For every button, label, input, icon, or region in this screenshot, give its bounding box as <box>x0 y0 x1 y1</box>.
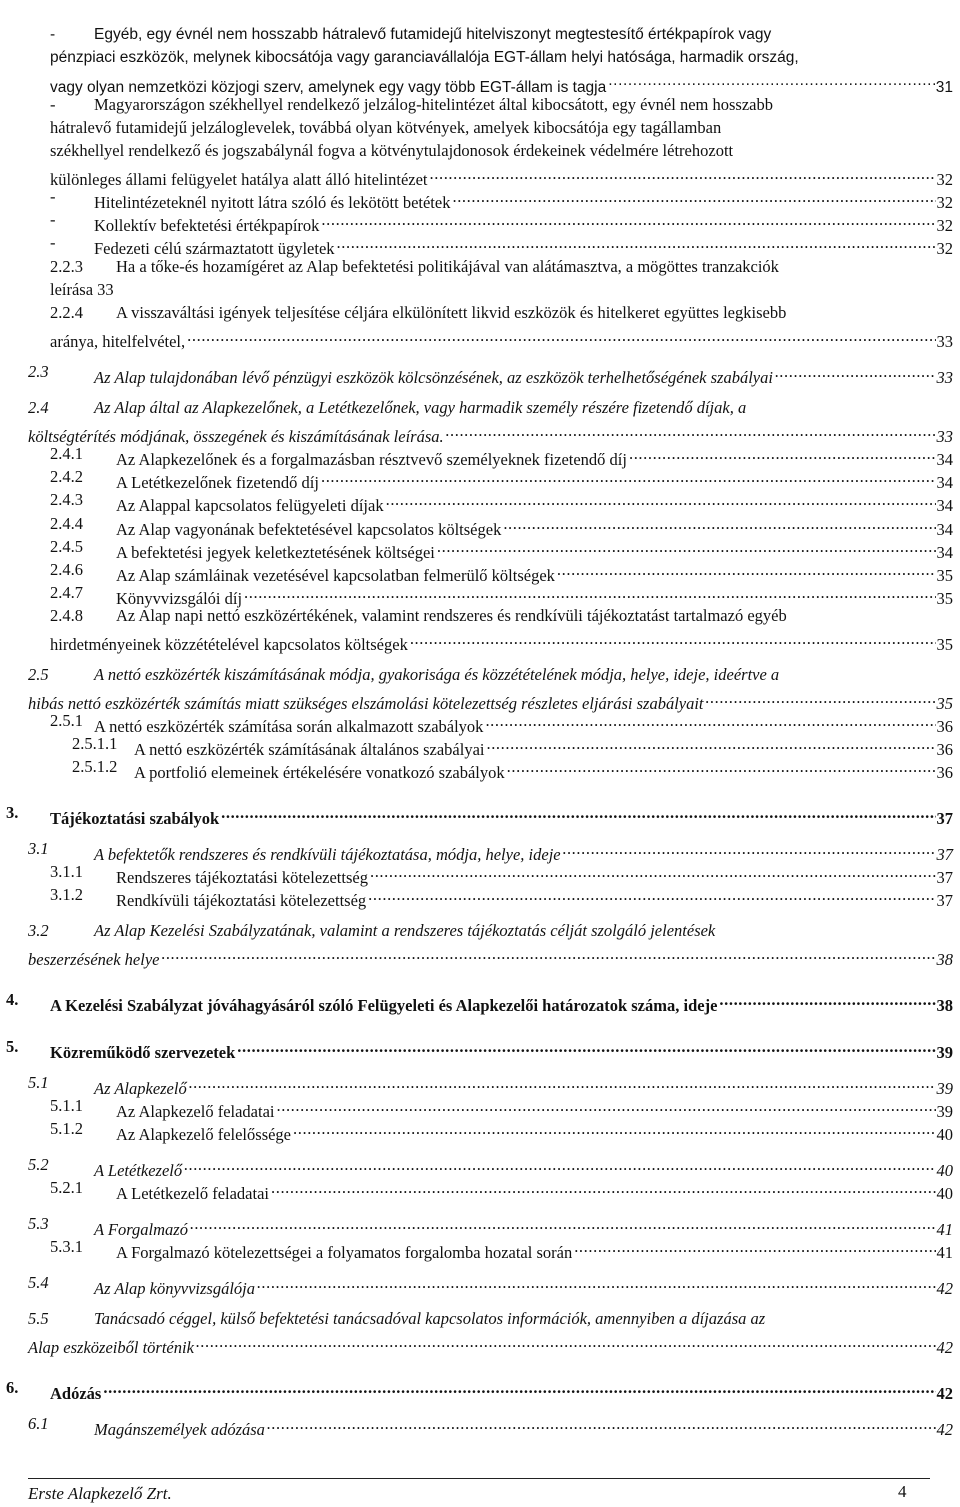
toc-entry-number: 5.3 <box>28 1214 49 1233</box>
toc-entry-title: hátralevő futamidejű jelzáloglevelek, továbbá olyan kötvények, amelyek kibocsátója egy tagállamban <box>50 118 722 137</box>
toc-entry-title: hibás nettó eszközérték számítás miatt szükséges elszámolási kötelezettség részletes eljárási szabályait <box>28 694 704 713</box>
toc-entry-title: beszerzésének helye <box>28 950 160 969</box>
toc-entry-title: költségtérítés módjának, összegének és kiszámításának leírása. <box>28 427 444 446</box>
toc-entry-number: 5.2.1 <box>50 1178 83 1197</box>
dot-leader <box>606 70 935 92</box>
toc-entry-number: 2.3 <box>28 362 49 381</box>
toc-entry-title: A befektetők rendszeres és rendkívüli tájékoztatása, módja, helye, ideje <box>94 845 561 864</box>
dot-leader <box>717 989 935 1011</box>
toc-entry-number: 5.3.1 <box>50 1237 83 1256</box>
toc-entry-number: 2.4.7 <box>50 583 83 602</box>
toc-entry-number: 2.2.3 <box>50 257 83 276</box>
toc-entry-title: Egyéb, egy évnél nem hosszabb hátralevő futamidejű hitelviszonyt megtestesítő értékpapírok vagy <box>94 26 772 43</box>
toc-entry-number: 2.2.4 <box>50 303 83 322</box>
toc-entry-page: 33 <box>936 368 953 387</box>
toc-entry-page: 40 <box>936 1161 953 1180</box>
toc-entry-number: 5.1 <box>28 1073 49 1092</box>
toc-entry-title: Rendszeres tájékoztatási kötelezettség <box>116 868 368 887</box>
toc-entry-number: 2.4.1 <box>50 444 83 463</box>
dot-leader <box>501 513 935 535</box>
toc-entry-page: 34 <box>936 496 953 515</box>
dot-leader <box>187 1072 936 1094</box>
toc-entry-page: 33 <box>936 332 953 351</box>
toc-entry-page: 35 <box>936 694 953 713</box>
dot-leader <box>255 1272 935 1294</box>
dot-leader <box>291 1118 935 1140</box>
toc-entry-number: 5.2 <box>28 1155 49 1174</box>
dot-leader <box>627 443 936 465</box>
toc-entry-page: 37 <box>936 809 953 828</box>
toc-entry-title: Az Alapkezelő feladatai <box>116 1102 275 1121</box>
toc-entry-title: Könyvvizsgálói díj <box>116 589 243 608</box>
dot-leader <box>505 756 936 778</box>
toc-entry-page: 41 <box>936 1220 953 1239</box>
toc-entry-page: 33 <box>936 427 953 446</box>
footer-company: Erste Alapkezelő Zrt. <box>28 1484 172 1503</box>
toc-entry-title: A befektetési jegyek keletkeztetésének költségei <box>116 543 435 562</box>
dot-leader <box>242 582 935 604</box>
toc-entry-number: 2.5.1.1 <box>72 734 118 753</box>
toc-entry-number: 2.5 <box>28 665 49 684</box>
toc-entry-page: 32 <box>936 216 953 235</box>
dot-leader <box>773 361 936 383</box>
dot-leader <box>572 1236 935 1258</box>
toc-entry-page: 34 <box>936 520 953 539</box>
toc-entry-title: Az Alap által az Alapkezelőnek, a Letétkezelőnek, vagy harmadik személy részére fizetendő díjak, a <box>94 398 747 417</box>
toc-entry-number: - <box>50 233 56 252</box>
toc-entry-page: 40 <box>936 1184 953 1203</box>
toc-entry-title: A visszaváltási igények teljesítése céljára elkülönített likvid eszközök és hitelkeret együttes legkisebb <box>116 303 787 322</box>
dot-leader <box>484 733 935 755</box>
toc-entry-title: Az Alappal kapcsolatos felügyeleti díjak <box>116 496 384 515</box>
toc-entry-title: A nettó eszközérték kiszámításának módja, gyakorisága és közzétételének módja, helye, ideje, ideértve a <box>94 665 780 684</box>
dot-leader <box>188 1213 936 1235</box>
toc-entry-page: 41 <box>936 1243 953 1262</box>
toc-entry-title: székhellyel rendelkező és jogszabálynál fogva a kötvénytulajdonosok érdekeinek védelmére létrehozott <box>50 141 734 160</box>
dot-leader <box>366 884 935 906</box>
toc-entry-title: A portfolió elemeinek értékelésére vonatkozó szabályok <box>134 763 505 782</box>
toc-entry-number: 6. <box>6 1378 19 1397</box>
toc-entry-title: A Letétkezelő <box>94 1161 183 1180</box>
dot-leader <box>435 536 936 558</box>
toc-entry-title: Tájékoztatási szabályok <box>50 809 220 828</box>
toc-entry-page: 32 <box>936 193 953 212</box>
dot-leader <box>185 325 935 347</box>
dot-leader <box>275 1095 936 1117</box>
toc-entry-number: - <box>50 95 56 114</box>
toc-entry-page: 37 <box>936 891 953 910</box>
toc-entry-title: Fedezeti célú származtatott ügyletek <box>94 239 335 258</box>
toc-entry-page: 38 <box>936 996 953 1015</box>
toc-entry-number: 2.4 <box>28 398 49 417</box>
dot-leader <box>159 943 935 965</box>
dot-leader <box>555 559 936 581</box>
toc-entry-title: A Forgalmazó <box>94 1220 188 1239</box>
toc-entry-page: 42 <box>936 1279 953 1298</box>
toc-entry-title: Az Alapkezelő felelőssége <box>116 1125 292 1144</box>
toc-entry-page: 35 <box>936 635 953 654</box>
toc-entry-number: 2.5.1 <box>50 711 83 730</box>
dot-leader <box>265 1413 936 1435</box>
dot-leader <box>269 1177 936 1199</box>
toc-entry-title: Adózás <box>50 1384 102 1403</box>
toc-entry-page: 38 <box>936 950 953 969</box>
toc-entry-page: 34 <box>936 450 953 469</box>
toc-entry-page: 34 <box>936 473 953 492</box>
toc-entry-title: Tanácsadó céggel, külső befektetési tanácsadóval kapcsolatos információk, amennyiben a díjazása az <box>94 1309 766 1328</box>
dot-leader <box>335 232 936 254</box>
toc-entry-title: Kollektív befektetési értékpapírok <box>94 216 320 235</box>
toc-entry-title: aránya, hitelfelvétel, <box>50 332 186 351</box>
toc-entry-page: 34 <box>936 543 953 562</box>
toc-entry-page: 36 <box>936 763 953 782</box>
toc-entry-title: A nettó eszközérték számítása során alkalmazott szabályok <box>94 717 484 736</box>
toc-entry-title: leírása 33 <box>50 280 114 299</box>
toc-entry-title: Az Alapkezelő <box>94 1079 187 1098</box>
toc-entry-number: 3.1 <box>28 839 49 858</box>
toc-entry-title: A Forgalmazó kötelezettségei a folyamatos forgalomba hozatal során <box>116 1243 573 1262</box>
toc-entry-number: 5.1.1 <box>50 1096 83 1115</box>
toc-entry-number: - <box>50 210 56 229</box>
toc-entry-title: pénzpiaci eszközök, melynek kibocsátója vagy garanciavállalója EGT-állam helyi hatósága, harmadik ország, <box>50 49 799 66</box>
toc-entry-title: Az Alap Kezelési Szabályzatának, valamint a rendszeres tájékoztatás célját szolgáló jelentések <box>94 921 716 940</box>
footer-page-number: 4 <box>898 1482 907 1501</box>
toc-entry-title: vagy olyan nemzetközi közjogi szerv, amelynek egy vagy több EGT-állam is tagja <box>50 79 607 96</box>
toc-entry-number: 5.4 <box>28 1273 49 1292</box>
toc-entry-number: 2.4.3 <box>50 490 83 509</box>
toc-entry-page: 42 <box>936 1420 953 1439</box>
toc-entry-page: 35 <box>936 589 953 608</box>
toc-entry-page: 39 <box>936 1102 953 1121</box>
toc-entry-page: 40 <box>936 1125 953 1144</box>
toc-entry-title: Az Alap vagyonának befektetésével kapcsolatos költségek <box>116 520 502 539</box>
toc-entry-page: 42 <box>936 1384 953 1403</box>
toc-entry-title: Közreműködő szervezetek <box>50 1043 236 1062</box>
toc-entry-title: Magánszemélyek adózása <box>94 1420 265 1439</box>
toc-entry-title: Ha a tőke-és hozamígéret az Alap befektetési politikájával van alátámasztva, a mögöttes tranzakciók <box>116 257 779 276</box>
dot-leader <box>483 710 935 732</box>
toc-entry-page: 31 <box>935 79 953 96</box>
toc-entry-number: 3.2 <box>28 921 49 940</box>
dot-leader <box>384 489 936 511</box>
dot-leader <box>408 628 936 650</box>
dot-leader <box>194 1331 936 1353</box>
toc-entry-title: A Letétkezelő feladatai <box>116 1184 269 1203</box>
toc-entry-number: 2.4.6 <box>50 560 83 579</box>
dot-leader <box>368 861 936 883</box>
toc-entry-title: Az Alapkezelőnek és a forgalmazásban résztvevő személyeknek fizetendő díj <box>116 450 627 469</box>
toc-entry-number: - <box>50 26 56 43</box>
toc-entry-number: 3. <box>6 803 19 822</box>
toc-entry-page: 32 <box>936 170 953 189</box>
toc-entry-number: 5.1.2 <box>50 1119 83 1138</box>
dot-leader <box>561 838 936 860</box>
toc-entry-number: 2.4.8 <box>50 606 83 625</box>
toc-entry-page: 36 <box>936 717 953 736</box>
dot-leader <box>704 687 936 709</box>
toc-entry-title: Az Alap könyvvizsgálója <box>94 1279 256 1298</box>
toc-entry-number: - <box>50 187 56 206</box>
toc-entry-page: 39 <box>936 1043 953 1062</box>
toc-entry-title: Alap eszközeiből történik <box>28 1338 194 1357</box>
dot-leader <box>319 209 935 231</box>
dot-leader <box>182 1154 935 1176</box>
toc-entry-number: 3.1.1 <box>50 862 83 881</box>
toc-entry-title: Rendkívüli tájékoztatási kötelezettség <box>116 891 367 910</box>
toc-entry-title: különleges állami felügyelet hatálya alatt álló hitelintézet <box>50 170 428 189</box>
footer-rule <box>28 1478 930 1479</box>
dot-leader <box>428 163 936 185</box>
toc-entry-page: 35 <box>936 566 953 585</box>
toc-entry-number: 4. <box>6 990 19 1009</box>
toc-entry-number: 5. <box>6 1037 19 1056</box>
toc-entry-title: Magyarországon székhellyel rendelkező jelzálog-hitelintézet által kibocsátott, egy évnél nem hosszabb <box>94 95 773 114</box>
toc-entry-title: A nettó eszközérték számításának általános szabályai <box>134 740 485 759</box>
dot-leader <box>450 186 935 208</box>
toc-entry-number: 6.1 <box>28 1414 49 1433</box>
toc-entry-title: Az Alap napi nettó eszközértékének, valamint rendszeres és rendkívüli tájékoztatást tartalmazó egyéb <box>116 606 787 625</box>
dot-leader <box>319 466 936 488</box>
toc-entry-title: A Letétkezelőnek fizetendő díj <box>116 473 319 492</box>
toc-entry-number: 2.4.2 <box>50 467 83 486</box>
toc-entry-page: 39 <box>936 1079 953 1098</box>
toc-entry-title: A Kezelési Szabályzat jóváhagyásáról szóló Felügyeleti és Alapkezelői határozatok száma, ideje <box>50 996 718 1015</box>
dot-leader <box>235 1036 935 1058</box>
toc-entry-number: 2.5.1.2 <box>72 757 118 776</box>
toc-entry-page: 37 <box>936 868 953 887</box>
toc-entry-page: 37 <box>936 845 953 864</box>
dot-leader <box>101 1377 935 1399</box>
toc-entry-title: hirdetményeinek közzétételével kapcsolatos költségek <box>50 635 408 654</box>
toc-entry-title: Hitelintézeteknél nyitott látra szóló és lekötött betétek <box>94 193 451 212</box>
toc-entry-title: Az Alap számláinak vezetésével kapcsolatban felmerülő költségek <box>116 566 555 585</box>
toc-entry-page: 36 <box>936 740 953 759</box>
toc-entry-title: Az Alap tulajdonában lévő pénzügyi eszközök kölcsönzésének, az eszközök terhelhetőségének szabályai <box>94 368 773 387</box>
toc-entry-page: 32 <box>936 239 953 258</box>
toc-entry-number: 2.4.5 <box>50 537 83 556</box>
toc-entry-number: 2.4.4 <box>50 514 83 533</box>
toc-entry-number: 5.5 <box>28 1309 49 1328</box>
dot-leader <box>219 802 935 824</box>
toc-entry-page: 42 <box>936 1338 953 1357</box>
toc-entry-number: 3.1.2 <box>50 885 83 904</box>
dot-leader <box>444 420 936 442</box>
